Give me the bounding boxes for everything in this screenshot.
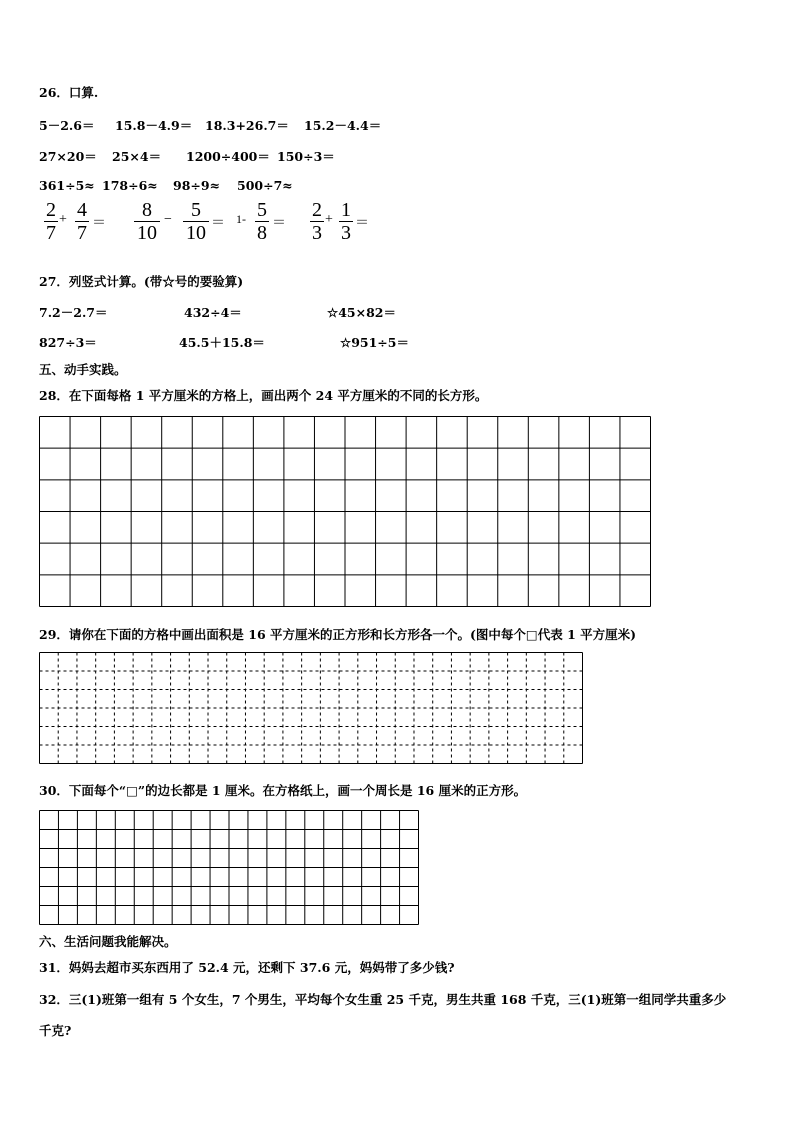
q27-r2-c3: ☆951÷5＝ <box>340 335 409 350</box>
q31-text: 31．妈妈去超市买东西用了 52.4 元，还剩下 37.6 元，妈妈带了多少钱? <box>39 960 455 975</box>
fraction-8-10: 8 10 <box>134 200 160 243</box>
q26-r3-c2: 178÷6≈ <box>102 178 158 193</box>
plus-sign: + <box>59 212 67 227</box>
q27-r1-c3: ☆45×82＝ <box>327 305 396 320</box>
q26-r2-c3: 1200÷400＝ <box>186 149 270 164</box>
q26-r1-c2: 15.8－4.9＝ <box>115 118 193 133</box>
equals-sign: ＝ <box>92 216 106 231</box>
q29-dashed-grid <box>39 652 583 764</box>
fraction-5-10: 5 10 <box>183 200 209 243</box>
q26-r3-c3: 98÷9≈ <box>173 178 221 193</box>
equals-sign: ＝ <box>355 216 369 231</box>
q27-r1-c1: 7.2－2.7＝ <box>39 305 108 320</box>
q28-title: 28．在下面每格 1 平方厘米的方格上，画出两个 24 平方厘米的不同的长方形。 <box>39 388 488 403</box>
q30-grid <box>39 810 419 925</box>
q26-r2-c4: 150÷3＝ <box>277 149 335 164</box>
q26-r1-c3: 18.3+26.7＝ <box>205 118 289 133</box>
q26-r1-c4: 15.2－4.4＝ <box>304 118 382 133</box>
q27-title: 27．列竖式计算。(带☆号的要验算) <box>39 274 244 289</box>
q32-line2: 千克? <box>39 1023 72 1038</box>
minus-sign: − <box>164 212 172 227</box>
q26-r2-c1: 27×20＝ <box>39 149 97 164</box>
q27-r2-c1: 827÷3＝ <box>39 335 97 350</box>
fraction-2-7: 2 7 <box>46 199 56 245</box>
section-5-heading: 五、动手实践。 <box>39 362 127 377</box>
plus-sign: + <box>325 212 333 227</box>
fraction-2-3: 2 3 <box>312 199 322 245</box>
equals-sign: ＝ <box>211 216 225 231</box>
q29-title: 29．请你在下面的方格中画出面积是 16 平方厘米的正方形和长方形各一个。(图中每个□代表 1 平方厘米) <box>39 627 637 642</box>
q27-r2-c2: 45.5＋15.8＝ <box>179 335 265 350</box>
fraction-4-7: 4 7 <box>77 199 87 245</box>
fraction-1-3: 1 3 <box>341 199 351 245</box>
q32-line1: 32．三(1)班第一组有 5 个女生，7 个男生，平均每个女生重 25 千克，男生共重 168 千克，三(1)班第一组同学共重多少 <box>39 992 727 1007</box>
section-6-heading: 六、生活问题我能解决。 <box>39 934 177 949</box>
q26-title: 26．口算. <box>39 85 99 100</box>
q28-grid <box>39 416 651 607</box>
equals-sign: ＝ <box>272 216 286 231</box>
fraction-5-8: 5 8 <box>257 199 267 245</box>
q27-r1-c2: 432÷4＝ <box>184 305 242 320</box>
q30-title: 30．下面每个“□”的边长都是 1 厘米。在方格纸上，画一个周长是 16 厘米的正方形。 <box>39 783 527 798</box>
q26-r3-c1: 361÷5≈ <box>39 178 95 193</box>
q26-r3-c4: 500÷7≈ <box>237 178 293 193</box>
q26-r1-c1: 5－2.6＝ <box>39 118 95 133</box>
one-minus: 1- <box>236 212 246 226</box>
q26-r2-c2: 25×4＝ <box>112 149 162 164</box>
